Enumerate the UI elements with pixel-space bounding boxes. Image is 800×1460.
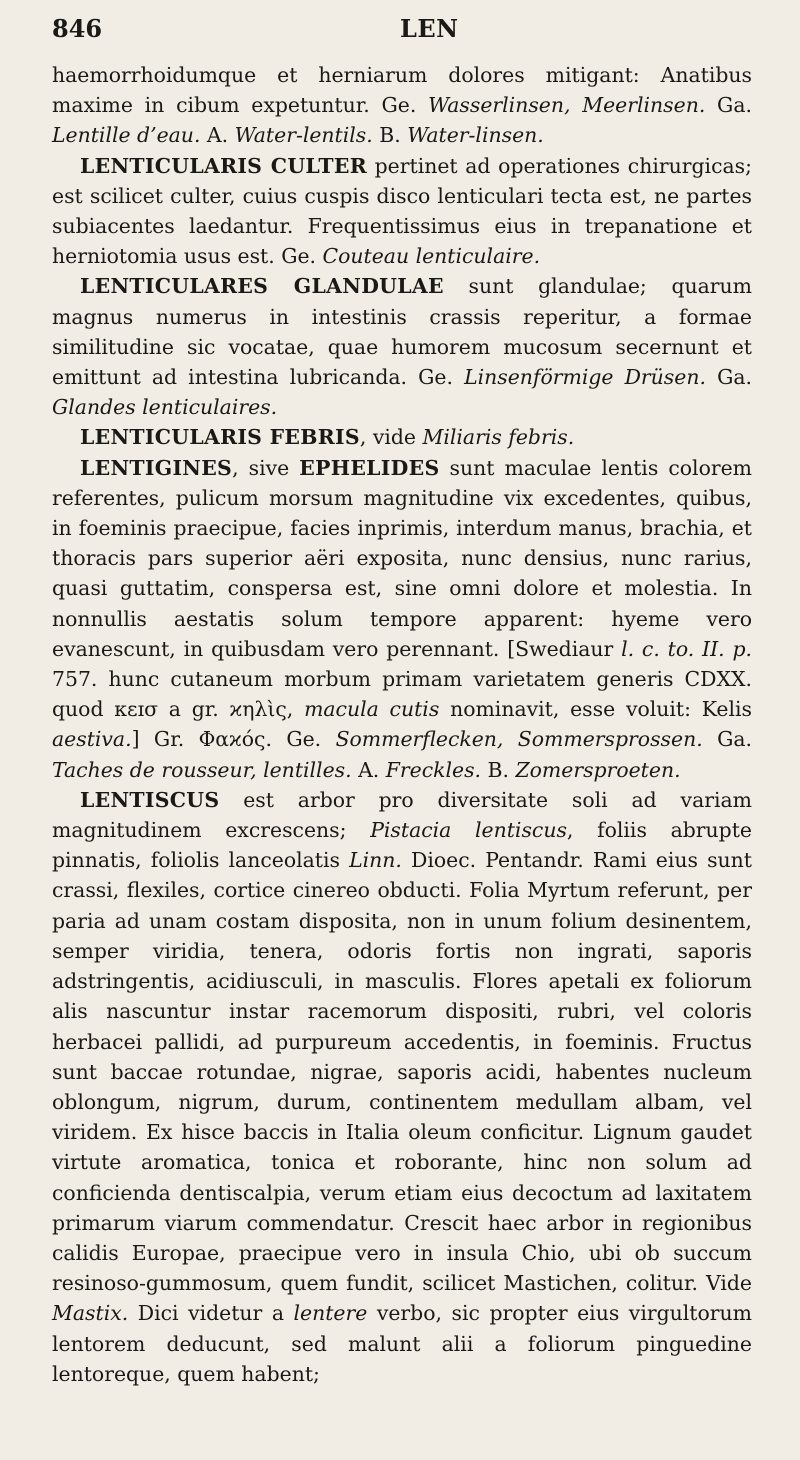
- entry-text: sunt glandulae; quarum magnus numerus in intestinis crassis reperitur, a formae similitudine sic vocatae, quae humorem mucosum secernunt et emittunt ad intestina lubricanda. Ge.: [52, 274, 753, 390]
- italic-term: aestiva.: [52, 727, 132, 752]
- italic-term: Linn.: [349, 848, 402, 873]
- entry-lenticularis-culter: [52, 151, 752, 272]
- entry-text: verbo, sic propter eius virgultorum lentorem deducunt, sed malunt alii a foliorum pinguedine lentoreque, quem habent;: [52, 1301, 752, 1386]
- entry-text: pertinet ad operationes chirurgicas; est scilicet culter, cuius cuspis disco lenticulari tecta est, ne partes subiacentes laedantur. Frequentissimus eius in trepanatione et herniotomia usus est. Ge.: [52, 153, 752, 269]
- italic-term: Wasserlinsen, Meerlinsen.: [428, 93, 706, 118]
- entry-text: est arbor pro diversitate soli ad variam magnitudinem excrescens;: [52, 787, 752, 843]
- entry-headword: LENTICULARIS CULTER: [80, 153, 367, 178]
- page-body: [52, 60, 752, 1389]
- italic-term: macula cutis: [304, 697, 440, 722]
- entry-headword: LENTICULARIS FEBRIS: [80, 425, 360, 450]
- italic-term: Couteau lenticulaire.: [322, 244, 541, 269]
- entry-text: sunt maculae lentis colorem referentes, pulicum morsum magnitudine vix excedentes, quibus, in foeminis praecipue, facies inprimis, interdum manus, brachia, et thoracis pars superior aëri exposita, nunc densius, nunc rarius, quasi guttatim, conspersa est, sine omni dolore et molestia. In nonnullis aestatis solum tempore apparent: hyeme vero evanescunt, in quibusdam vero perennant. [Swediaur: [52, 455, 752, 661]
- entry-text: Dioec. Pentandr. Rami eius sunt crassi, flexiles, cortice cinereo obducti. Folia Myrtum referunt, per paria ad unam costam disposita, non in unum folium desinentem, semper viridia, tenera, odoris fortis non ingrati, saporis adstringentis, acidiusculi, in masculis. Flores apetali ex foliorum alis nascuntur instar racemorum dispositi, rubri, vel coloris herbacei pallidi, ad purpureum accedentis, in foeminis. Fructus sunt baccae rotundae, nigrae, saporis acidi, habentes nucleum oblongum, nigrum, durum, continentem medullam albam, vel viridem. Ex hisce baccis in Italia oleum conficitur. Lignum gaudet virtute aromatica, tonica et roborante, hinc non solum ad conficienda dentiscalpia, verum etiam eius decoctum ad laxitatem primarum viarum commendatur. Crescit haec arbor in regionibus calidis Europae, praecipue vero in insula Chio, ubi ob succum resinoso-gummosum, quem fundit, scilicet Mastichen, colitur. Vide: [52, 848, 752, 1296]
- entry-text: Ga.: [705, 365, 752, 390]
- entry-text: , vide: [359, 425, 423, 450]
- italic-term: Miliaris febris.: [422, 425, 575, 450]
- entry-text: A.: [200, 123, 235, 148]
- entry-text: 757. hunc cutaneum morbum primam varietatem generis CDXX. quod κεɪσ a gr. ϰηλὶς,: [52, 667, 752, 722]
- italic-term: Mastix.: [52, 1301, 129, 1326]
- italic-term: Water-lentils.: [234, 123, 373, 148]
- italic-term: l. c. to. II. p.: [621, 636, 752, 661]
- entry-lenticularis-febris: [52, 422, 752, 452]
- entry-text: ] Gr. Φαϰός. Ge.: [131, 727, 336, 752]
- entry-headword: EPHELIDES: [299, 455, 440, 480]
- entry-text: B.: [481, 757, 516, 782]
- entry-headword: LENTICULARES GLANDULAE: [80, 274, 444, 299]
- entry-text: nominavit, esse voluit: Kelis: [439, 697, 753, 722]
- entry-text: , foliis abrupte pinnatis, foliolis lanceolatis: [52, 818, 752, 873]
- italic-term: Taches de rousseur, lentilles.: [52, 757, 352, 782]
- entry-headword: LENTIGINES: [80, 455, 233, 480]
- entry-lenticulares-glandulae: [52, 271, 752, 422]
- entry-haemorrhoidum: [52, 60, 752, 151]
- entry-text: Ga.: [702, 727, 752, 752]
- italic-term: Pistacia lentiscus: [370, 818, 567, 843]
- entry-text: A.: [351, 757, 386, 782]
- running-head: LEN: [400, 14, 459, 43]
- entry-text: , sive: [232, 455, 300, 480]
- italic-term: Sommerflecken, Sommersprossen.: [335, 727, 703, 752]
- italic-term: Freckles.: [385, 757, 482, 782]
- page-number: 846: [52, 14, 103, 43]
- italic-term: Lentille d’eau.: [52, 123, 201, 148]
- entry-lentiscus: [52, 785, 752, 1389]
- italic-term: Zomersproeten.: [515, 757, 681, 782]
- entry-text: Ga.: [705, 93, 752, 118]
- entry-text: haemorrhoidumque et herniarum dolores mitigant: Anatibus maxime in cibum expetuntur. Ge.: [52, 63, 752, 118]
- italic-term: Linsenförmige Drüsen.: [464, 365, 706, 390]
- italic-term: lentere: [293, 1301, 368, 1326]
- page-header: [52, 14, 752, 54]
- italic-term: Water-linsen.: [407, 123, 544, 148]
- entry-headword: LENTISCUS: [80, 787, 220, 812]
- entry-lentigines: [52, 453, 752, 785]
- entry-text: B.: [372, 123, 408, 148]
- entry-text: Dici videtur a: [128, 1301, 294, 1326]
- italic-term: Glandes lenticulaires.: [52, 395, 278, 420]
